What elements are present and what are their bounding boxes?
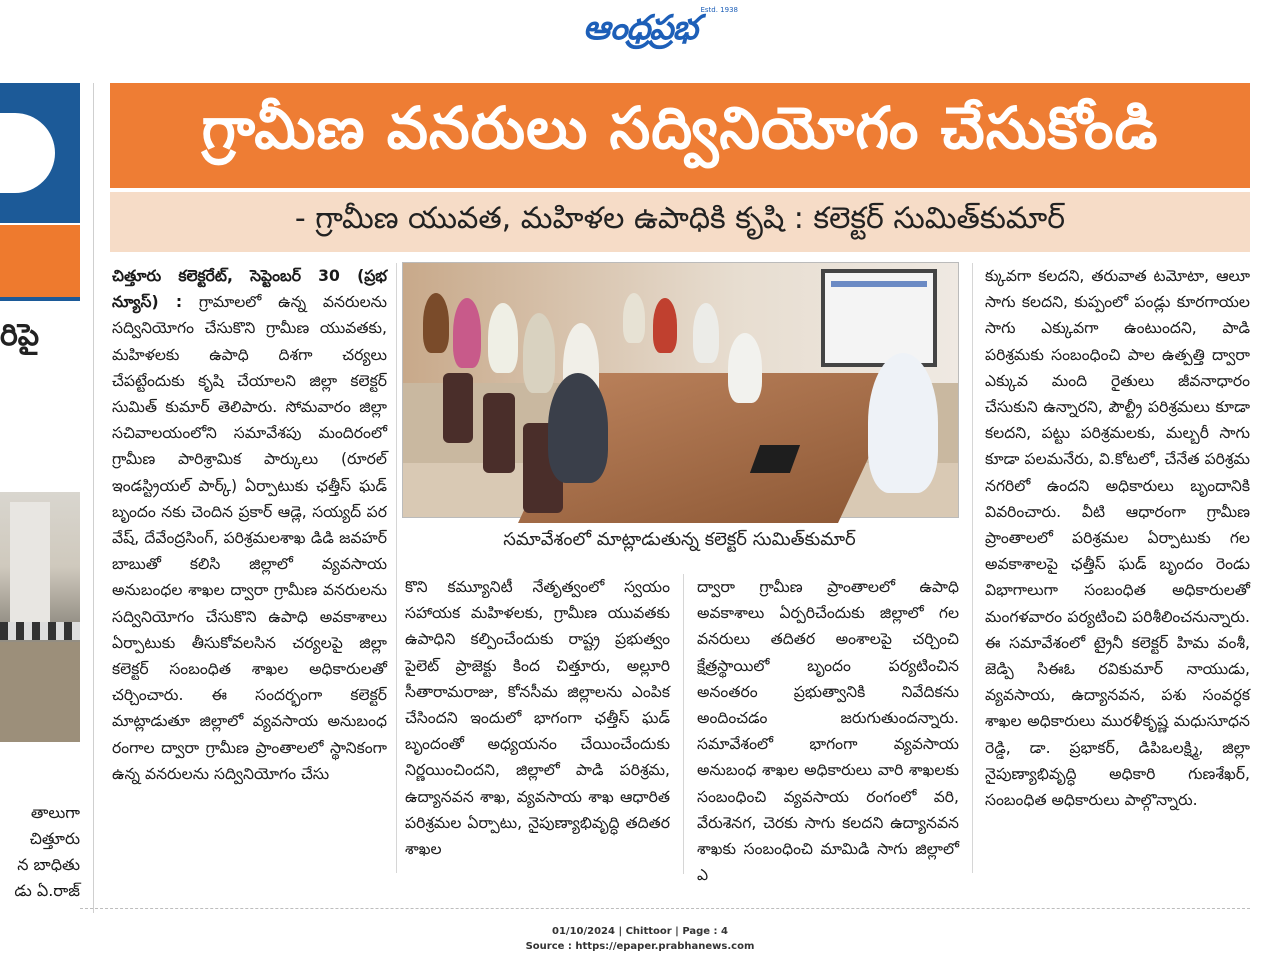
masthead-established: Estd. 1938 (700, 6, 738, 14)
left-column-text (0, 800, 80, 910)
photo-caption: సమావేశంలో మాట్లాడుతున్న కలెక్టర్ సుమిత్‌కుమార్ (503, 528, 856, 550)
article-column-4 (985, 263, 1250, 873)
headline: గ్రామీణ వనరులు సద్వినియోగం చేసుకోండి (201, 94, 1159, 162)
column-3-text: ద్వారా గ్రామీణ ప్రాంతాలలో ఉపాధి అవకాశాలు ఏర్పరిచేందుకు జిల్లాలో గల వనరులు తదితర అంశాలపై చర్చించి క్షేత్రస్థాయిలో బృందం పర్యటించిన అనంతరం ప్రభుత్వానికి నివేదికను అందించడం జరుగుతుందన్నారు. సమావేశంలో భాగంగా వ్యవసాయ అనుబంధ శాఖల అధికారులు వారి శాఖలకు సంబంధించి వ్యవసాయ రంగంలో వరి, వేరుశెనగ, చెరకు సాగు కలదని ఉద్యానవన శాఖకు సంబంధించి మామిడి సాగు జిల్లాలో ఎ (697, 578, 959, 885)
headline-banner (110, 83, 1250, 188)
source-line: Source : https://epaper.prabhanews.com (525, 941, 755, 952)
article-column-3 (697, 574, 959, 885)
left-column-heading: రిపై (0, 318, 40, 353)
edition-line: 01/10/2024 | Chittoor | Page : 4 (552, 926, 728, 937)
column-2-text: కొని కమ్యూనిటీ నేతృత్వంలో స్వయం సహాయక మహిళలకు, గ్రామీణ యువతకు ఉపాధిని కల్పించేందుకు రాష్ట్ర ప్రభుత్వం పైలెట్ ప్రాజెక్టు కింద చిత్తూరు, అల్లూరి సీతారామరాజు, కోనసీమ జిల్లాలను ఎంపిక చేసిందని ఇందులో భాగంగా ఛత్తీస్ ఘడ్ బృందంతో అధ్యయనం చేయించేందుకు నిర్ణయించిందని, జిల్లాలో పాడి పరిశ్రమ, ఉద్యానవన శాఖ, వ్యవసాయ శాఖ ఆధారిత పరిశ్రమల ఏర్పాటు, నైపుణ్యాభివృద్ధి తదితర శాఖల (405, 578, 670, 859)
column-rule (683, 574, 684, 874)
subheadline: - గ్రామీణ యువత, మహిళల ఉపాధికి కృషి : కలెక్టర్ సుమిత్‌కుమార్ (294, 201, 1066, 236)
left-blue-strip (0, 297, 80, 301)
article-column-1 (112, 263, 387, 873)
left-line: చిత్తూరు (29, 829, 80, 848)
column-4-text: క్కువగా కలదని, తరువాత టమోటా, ఆలూ సాగు కలదని, కుప్పంలో పండ్లు కూరగాయల సాగు ఎక్కువగా ఉంటుందని, పాడి పరిశ్రమకు సంబంధించి పాల ఉత్పత్తి ద్వారా ఎక్కువ మంది రైతులు జీవనాధారం చేసుకుని ఉన్నారని, పౌల్ట్రీ పరిశ్రమలు కూడా కలదని, పట్టు పరిశ్రమలకు, మల్బరీ సాగు కూడా పలమనేరు, వి.కోటలో, చేనేత పరిశ్రమ నగరిలో ఉందని అధికారులు బృందానికి వివరించారు. వీటి ఆధారంగా గ్రామీణ ప్రాంతాలలో పరిశ్రమల ఏర్పాటుకు గల అవకాశాలపై ఛత్తీస్ ఘడ్ బృందం రెండు విభాగాలుగా సంబంధిత అధికారులతో మంగళవారం పర్యటించి పరిశీలించనున్నారు. ఈ సమావేశంలో ట్రైనీ కలెక్టర్ హిమ వంశీ, జెడ్పి సిఈఓ రవికుమార్ నాయుడు, వ్యవసాయ, ఉద్యానవన, పశు సంవర్ధక శాఖల అధికారులు మురళీకృష్ణ మధుసూధన రెడ్డి, డా. ప్రభాకర్, డిపిఒలక్ష్మి, జిల్లా నైపుణ్యాభివృద్ధి అధికారి గుణశేఖర్, సంబంధిత అధికారులు పాల్గొన్నారు. (985, 267, 1250, 810)
column-rule (396, 263, 397, 873)
photo-caption-box (402, 520, 957, 562)
left-line: న బాధితు (17, 855, 80, 874)
left-orange-banner (0, 225, 80, 297)
masthead-name: ఆంధ్రప్రభ (582, 8, 698, 48)
masthead-logo (540, 6, 740, 58)
dateline: చిత్తూరు కలెక్టరేట్, సెప్టెంబర్ 30 (ప్రభ న్యూస్) : (112, 267, 387, 312)
left-line: తాలుగా (30, 803, 80, 822)
article-column-2 (405, 574, 670, 874)
column-1-text: గ్రామాలలో ఉన్న వనరులను సద్వినియోగం చేసుకొని గ్రామీణ యువతకు, మహిళలకు ఉపాధి దిశగా చర్యలు చేపట్టేందుకు కృషి చేయాలని జిల్లా కలెక్టర్ సుమిత్ కుమార్ తెలిపారు. సోమవారం జిల్లా సచివాలయంలోని సమావేశపు మందిరంలో గ్రామీణ పారిశ్రామిక పార్కులు (రూరల్ ఇండస్ట్రియల్ పార్క్) ఏర్పాటుకు ఛత్తీస్ ఘడ్ బృందం నకు చెందిన ప్రకార్ ఆడ్లె, సయ్యద్ పర వేష్, దేవేంద్రసింగ్, పరిశ్రమలశాఖ డిడి జవహర్ బాబుతో కలిసి జిల్లాలో వ్యవసాయ అనుబంధల శాఖల ద్వారా గ్రామీణ వనరులను సద్వినియోగం చేసుకొని ఉపాధి అవకాశాలు ఏర్పాటుకు తీసుకోవలసిన చర్యలపై జిల్లా కలెక్టర్ సంబంధిత శాఖల అధికారులతో చర్చించారు. ఈ సందర్భంగా కలెక్టర్ మాట్లాడుతూ జిల్లాలో వ్యవసాయ అనుబంధ రంగాల ద్వారా గ్రామీణ ప్రాంతాలలో స్థానికంగా ఉన్న వనరులను సద్వినియోగం చేసు (112, 293, 387, 783)
meeting-photo (402, 262, 959, 518)
column-rule (972, 263, 973, 873)
subheadline-banner (110, 192, 1250, 252)
left-line: డు ఏ.రాజ్ (14, 881, 80, 900)
footer-rule (80, 908, 1250, 909)
column-divider (93, 83, 94, 913)
left-column-photo (0, 492, 80, 742)
